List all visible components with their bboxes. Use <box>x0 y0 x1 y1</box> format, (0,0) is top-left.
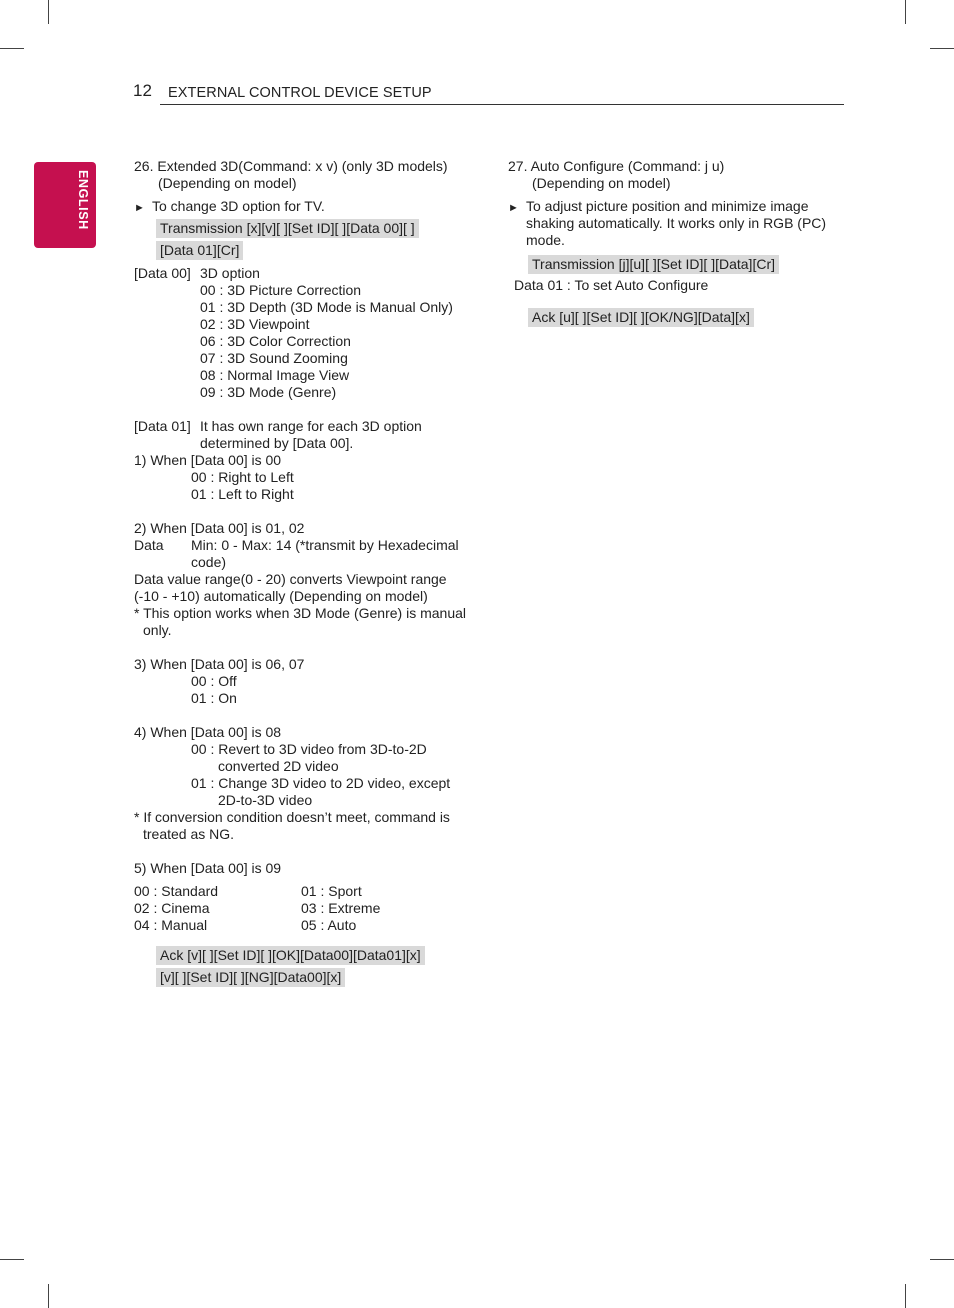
ack-code: Ack [v][ ][Set ID][ ][OK][Data00][Data01][x] <box>156 946 425 965</box>
list-item-cont: 2D-to-3D video <box>218 792 313 808</box>
list-item: 02 : 3D Viewpoint <box>200 316 310 332</box>
bullet-text: To change 3D option for TV. <box>152 198 325 214</box>
data00-title: 3D option <box>200 265 260 281</box>
data01-text-cont: determined by [Data 00]. <box>200 435 354 451</box>
data01-row <box>134 418 484 435</box>
data00-row <box>134 265 484 282</box>
section-auto-configure <box>508 158 848 330</box>
mode-item: 01 : Sport <box>301 883 362 899</box>
section-heading: 27. Auto Configure (Command: j u) <box>508 158 725 174</box>
bullet-line <box>508 198 848 215</box>
section-extended-3d <box>134 158 484 990</box>
list-item: 09 : 3D Mode (Genre) <box>200 384 337 400</box>
language-tab-label: ENGLISH <box>76 170 90 230</box>
note-text: * This option works when 3D Mode (Genre) is manual <box>134 605 467 621</box>
list-item: 00 : 3D Picture Correction <box>200 282 362 298</box>
bullet-line <box>134 198 484 215</box>
language-tab <box>34 162 96 248</box>
ack-code: Ack [u][ ][Set ID][ ][OK/NG][Data][x] <box>528 308 754 327</box>
transmission-code-cont: [Data 01][Cr] <box>156 241 243 260</box>
body-text: (-10 - +10) automatically (Depending on model) <box>134 588 428 604</box>
data01-text: It has own range for each 3D option <box>200 418 422 434</box>
data01-label: [Data 01] <box>134 418 191 434</box>
crop-mark <box>0 1259 24 1260</box>
data-range-row <box>134 537 484 554</box>
data-range-text-cont: code) <box>191 554 227 570</box>
section-subheading: (Depending on model) <box>532 175 671 191</box>
bullet-text: To adjust picture position and minimize image <box>526 198 809 214</box>
data00-label: [Data 00] <box>134 265 191 281</box>
list-item: 01 : Left to Right <box>191 486 294 502</box>
section-subheading: (Depending on model) <box>158 175 297 191</box>
transmission-code: Transmission [x][v][ ][Set ID][ ][Data 00][ ] <box>156 219 419 238</box>
mode-row <box>134 917 484 934</box>
body-text: Data value range(0 - 20) converts Viewpoint range <box>134 571 447 587</box>
crop-mark <box>905 0 906 24</box>
transmission-code: Transmission [j][u][ ][Set ID][ ][Data][Cr] <box>528 255 779 274</box>
list-item: 00 : Right to Left <box>191 469 294 485</box>
mode-item: 04 : Manual <box>134 917 208 933</box>
crop-mark <box>930 1259 954 1260</box>
when-heading: 5) When [Data 00] is 09 <box>134 860 282 876</box>
crop-mark <box>0 48 24 49</box>
crop-mark <box>48 1284 49 1308</box>
mode-row <box>134 900 484 917</box>
bullet-text-cont: shaking automatically. It works only in RGB (PC) <box>526 215 827 231</box>
ack-code-ng: [v][ ][Set ID][ ][NG][Data00][x] <box>156 968 345 987</box>
mode-item: 02 : Cinema <box>134 900 210 916</box>
note-text-cont: only. <box>143 622 172 638</box>
bullet-text-cont: mode. <box>526 232 565 248</box>
note-text-cont: treated as NG. <box>143 826 235 842</box>
page-number: 12 <box>133 81 152 100</box>
mode-item: 03 : Extreme <box>301 900 381 916</box>
crop-mark <box>930 48 954 49</box>
crop-mark <box>905 1284 906 1308</box>
when-heading: 1) When [Data 00] is 00 <box>134 452 282 468</box>
list-item: 08 : Normal Image View <box>200 367 350 383</box>
header-divider <box>160 104 844 105</box>
mode-item: 05 : Auto <box>301 917 357 933</box>
list-item: 06 : 3D Color Correction <box>200 333 351 349</box>
list-item: 07 : 3D Sound Zooming <box>200 350 348 366</box>
mode-row <box>134 883 484 900</box>
when-heading: 3) When [Data 00] is 06, 07 <box>134 656 305 672</box>
section-heading: 26. Extended 3D(Command: x v) (only 3D models) <box>134 158 448 174</box>
list-item: 00 : Revert to 3D video from 3D-to-2D <box>191 741 427 757</box>
data-label: Data <box>134 537 164 553</box>
list-item: 00 : Off <box>191 673 237 689</box>
triangle-bullet-icon: ► <box>134 202 145 214</box>
triangle-bullet-icon: ► <box>508 202 519 214</box>
when-heading: 2) When [Data 00] is 01, 02 <box>134 520 305 536</box>
note-text: * If conversion condition doesn’t meet, command is <box>134 809 450 825</box>
crop-mark <box>48 0 49 24</box>
mode-item: 00 : Standard <box>134 883 219 899</box>
list-item: 01 : Change 3D video to 2D video, except <box>191 775 451 791</box>
data01-text: Data 01 : To set Auto Configure <box>514 277 709 293</box>
list-item-cont: converted 2D video <box>218 758 339 774</box>
list-item: 01 : On <box>191 690 237 706</box>
list-item: 01 : 3D Depth (3D Mode is Manual Only) <box>200 299 453 315</box>
when-heading: 4) When [Data 00] is 08 <box>134 724 282 740</box>
data-range-text: Min: 0 - Max: 14 (*transmit by Hexadecimal <box>191 537 459 553</box>
page-title: EXTERNAL CONTROL DEVICE SETUP <box>168 85 432 101</box>
